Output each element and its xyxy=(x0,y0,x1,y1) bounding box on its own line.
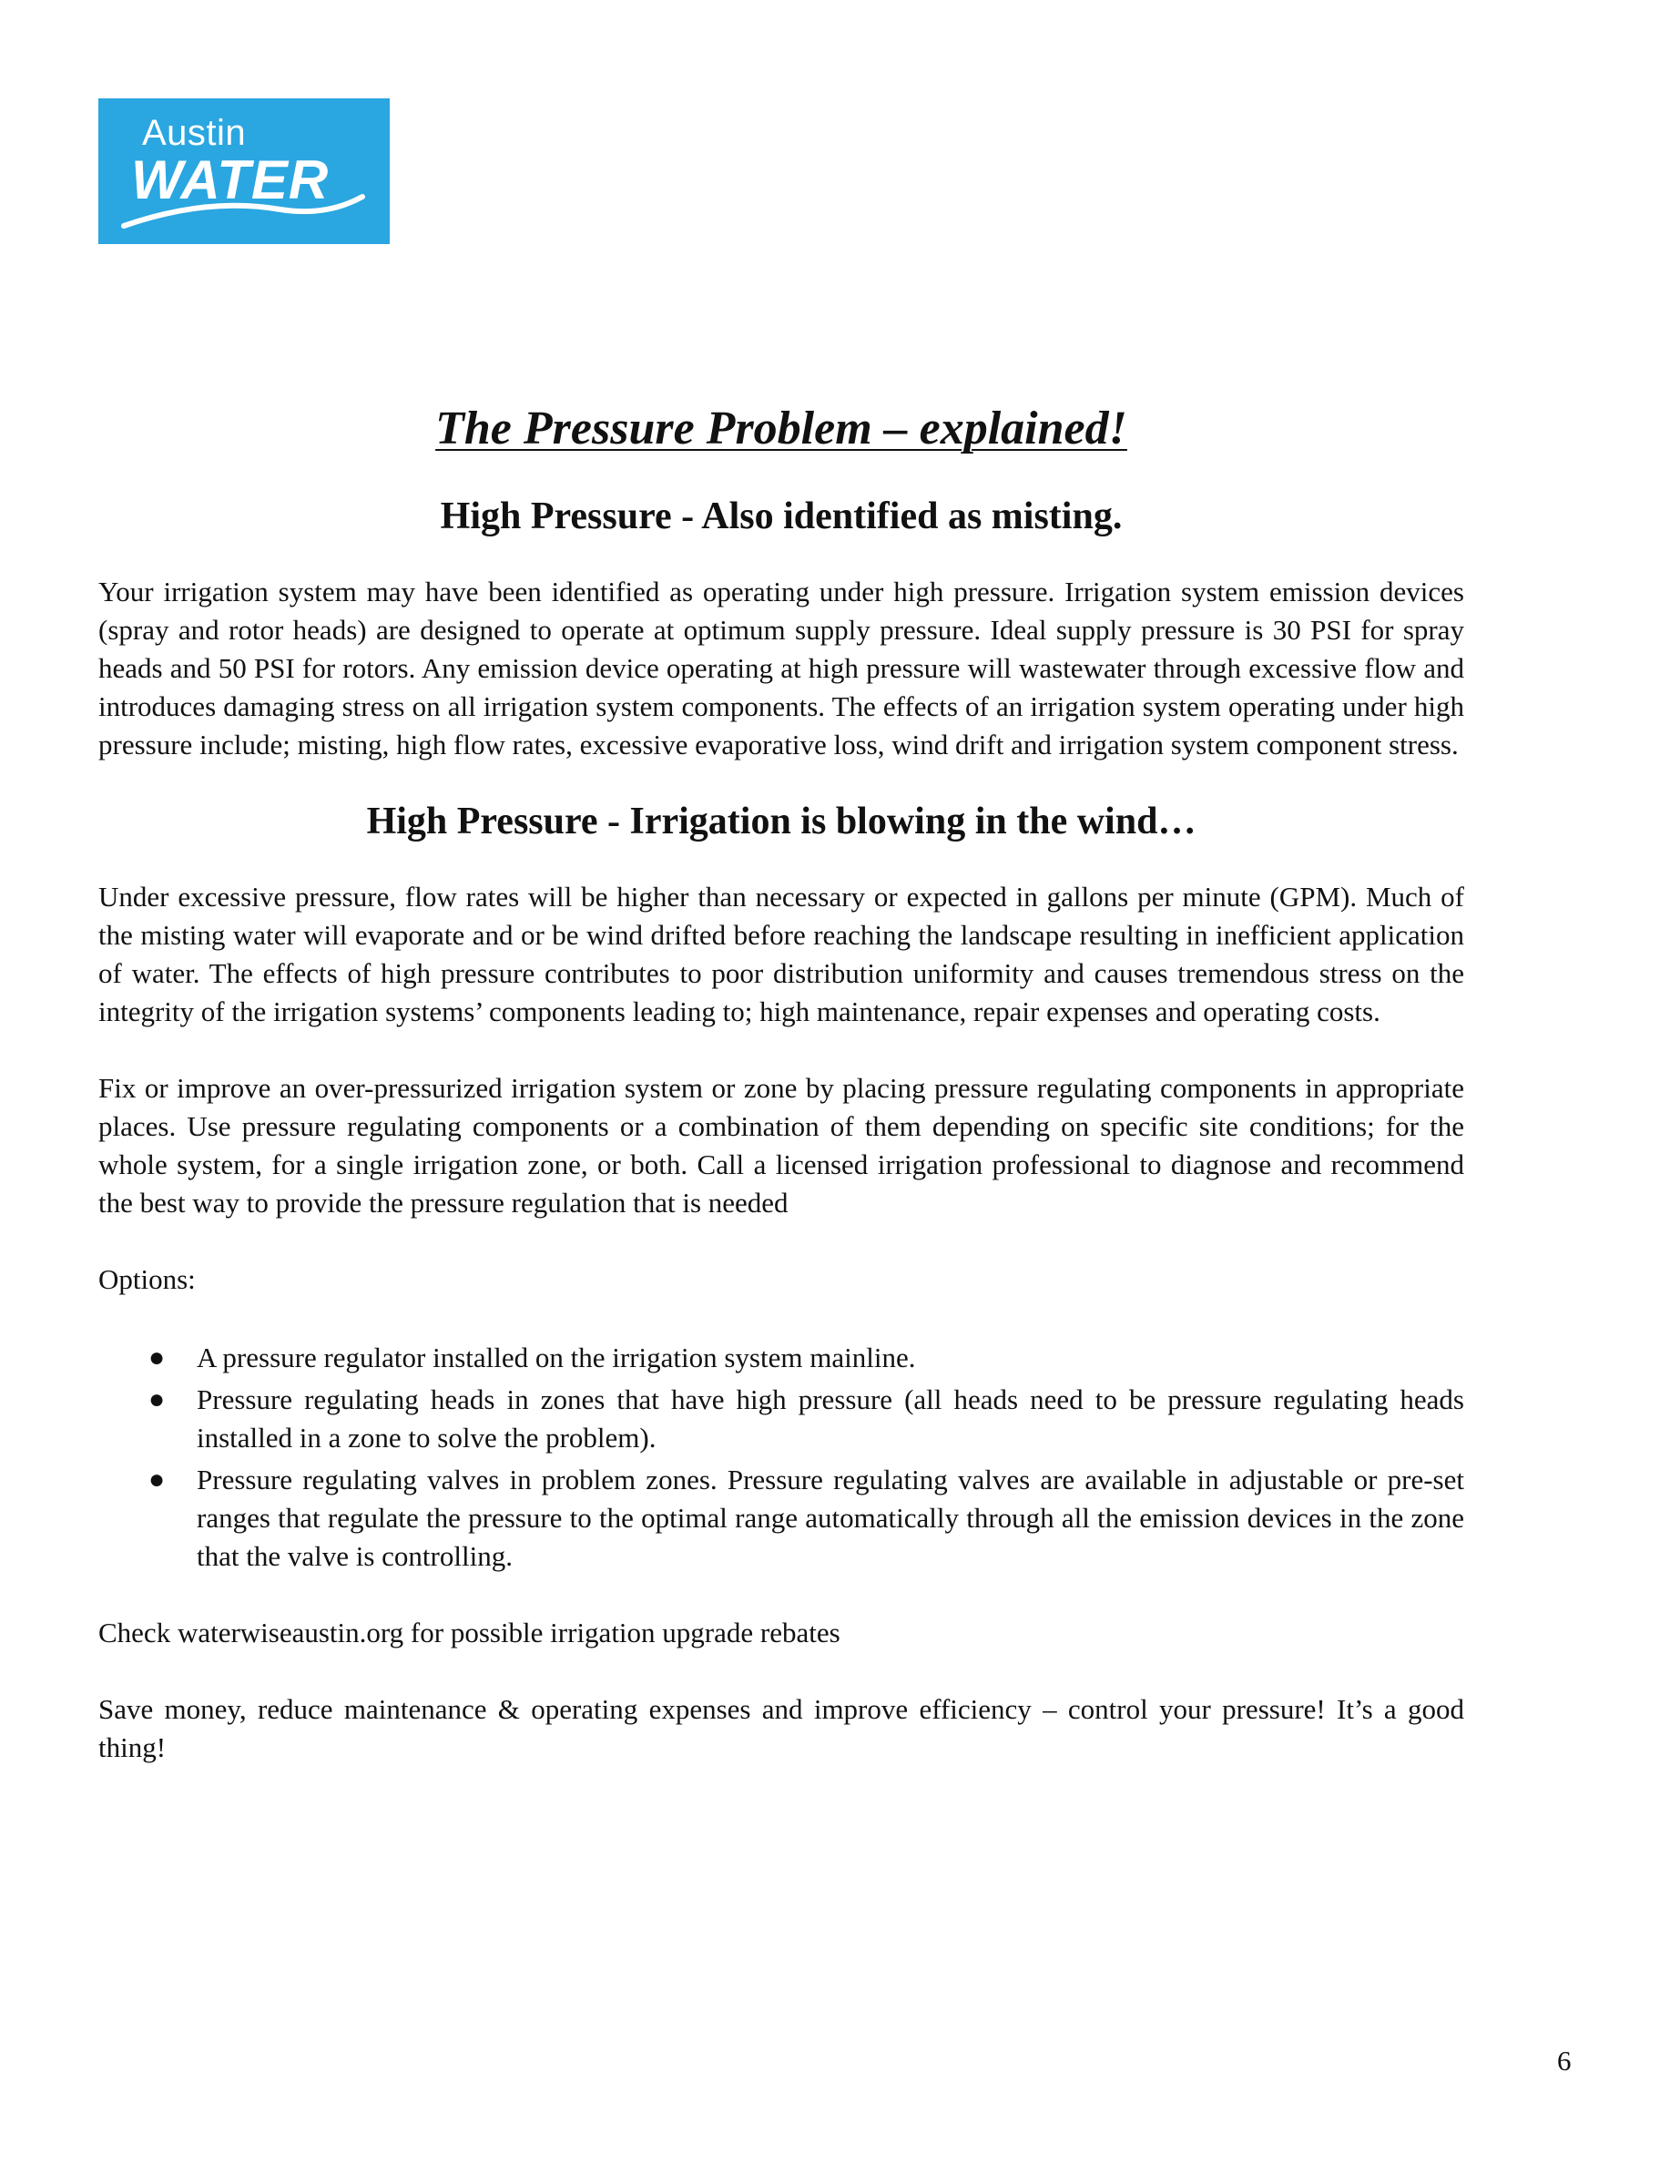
austin-water-logo xyxy=(98,98,390,244)
bullet-icon: ● xyxy=(148,1383,166,1414)
list-item xyxy=(98,1461,1464,1576)
logo-water-wordmark xyxy=(98,98,390,244)
list-item xyxy=(98,1339,1464,1377)
section2-paragraph-1: Under excessive pressure, flow rates will be higher than necessary or expected in gallons per minute (GPM). Much of the misting water will evaporate and or be wind drifted before reaching the landscape resulting in inefficient application of water. The effects of high pressure contributes to poor distribution uniformity and causes tremendous stress on the integrity of the irrigation systems’ components leading to; high maintenance, repair expenses and operating costs. xyxy=(98,880,1464,1027)
list-item xyxy=(98,1381,1464,1457)
section2-heading: High Pressure - Irrigation is blowing in the wind… xyxy=(366,800,1196,842)
page-content xyxy=(98,401,1464,1767)
options-list xyxy=(98,1339,1464,1576)
section2-paragraph-2: Fix or improve an over-pressurized irrigation system or zone by placing pressure regulating components in appropriate places. Use pressure regulating components or a combination of them depending on specific site conditions; for the whole system, for a single irrigation zone, or both. Call a licensed irrigation professional to diagnose and recommend the best way to provide the pressure regulation that is needed xyxy=(98,1071,1464,1219)
section1-paragraph: Your irrigation system may have been identified as operating under high pressure. Irrigation system emission devices (spray and rotor heads) are designed to operate at optimum supply pressure. Ideal supply pressure is 30 PSI for spray heads and 50 PSI for rotors. Any emission device operating at high pressure will wastewater through excessive flow and introduces damaging stress on all irrigation system components. The effects of an irrigation system operating under high pressure include; misting, high flow rates, excessive evaporative loss, wind drift and irrigation system component stress. xyxy=(98,575,1464,760)
logo-water-text: WATER xyxy=(131,149,330,210)
page-title: The Pressure Problem – explained! xyxy=(435,403,1127,454)
logo-austin-text: Austin xyxy=(142,113,247,153)
rebate-note: Check waterwiseaustin.org for possible irrigation upgrade rebates xyxy=(98,1616,840,1648)
bullet-icon: ● xyxy=(148,1464,166,1495)
section1-heading: High Pressure - Also identified as misting. xyxy=(440,495,1123,538)
options-label: Options: xyxy=(98,1262,196,1295)
option-text: Pressure regulating heads in zones that have high pressure (all heads need to be pressure regulating heads installed in a zone to solve the problem). xyxy=(197,1383,1464,1454)
bullet-icon: ● xyxy=(148,1342,166,1373)
page-number: 6 xyxy=(1557,2045,1572,2077)
option-text: A pressure regulator installed on the irrigation system mainline. xyxy=(197,1341,916,1373)
closing-paragraph: Save money, reduce maintenance & operating expenses and improve efficiency – control your pressure! It’s a good thing! xyxy=(98,1692,1464,1763)
option-text: Pressure regulating valves in problem zones. Pressure regulating valves are available in adjustable or pre-set ranges that regulate the pressure to the optimal range automatically through all the emission devices in the zone that the valve is controlling. xyxy=(197,1463,1464,1572)
